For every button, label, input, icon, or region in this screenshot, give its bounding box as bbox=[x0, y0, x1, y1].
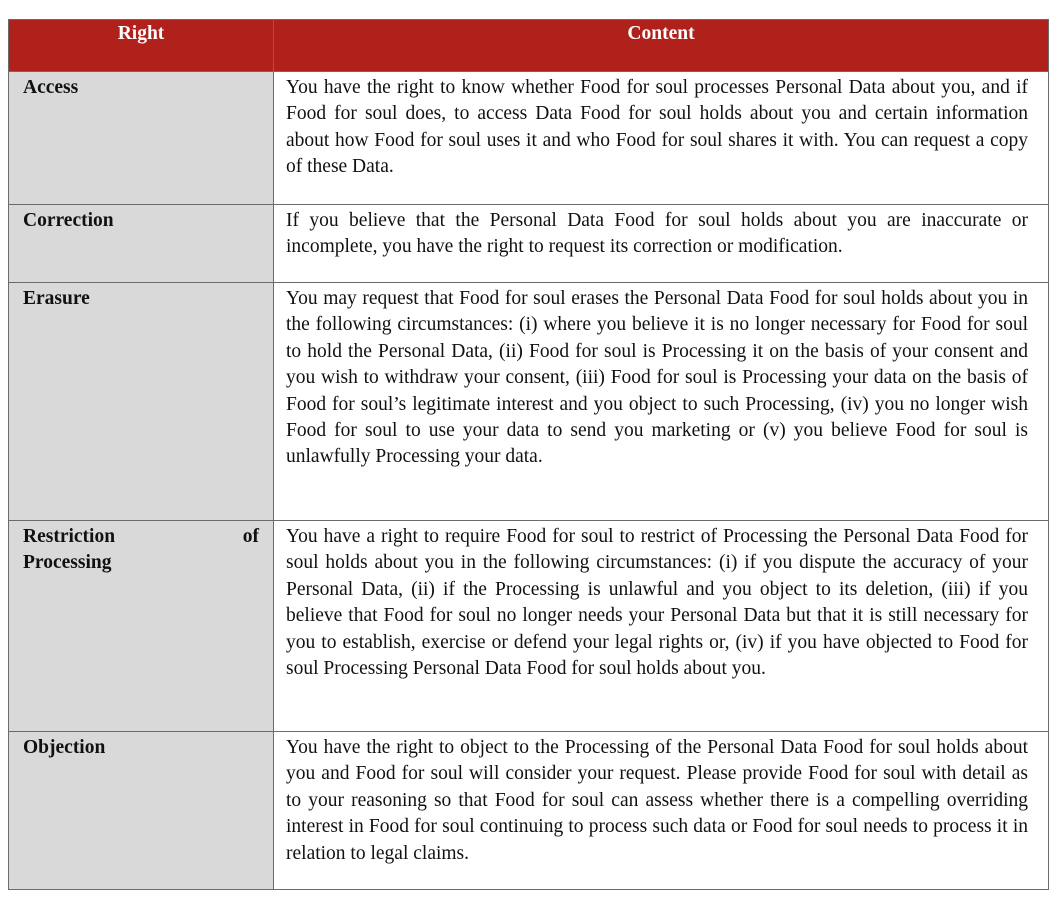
right-cell-access: Access bbox=[9, 72, 274, 205]
table-row bbox=[9, 205, 1049, 283]
right-cell-correction: Correction bbox=[9, 205, 274, 283]
content-cell-access: You have the right to know whether Food for soul processes Personal Data about you, and if Food for soul does, to access Data Food for soul holds about you and certain information about how Food for soul uses it and who Food for soul shares it with. You can request a copy of these Data. bbox=[274, 72, 1049, 205]
table-header-row bbox=[9, 20, 1049, 72]
table-row bbox=[9, 283, 1049, 521]
rights-table bbox=[8, 19, 1049, 890]
right-cell-restriction bbox=[9, 521, 274, 732]
content-cell-erasure: You may request that Food for soul erases the Personal Data Food for soul holds about you in the following circumstances: (i) where you believe it is no longer necessary for Food for soul to hold the Personal Data, (ii) Food for soul is Processing it on the basis of your consent and you wish to withdraw your consent, (iii) Food for soul is Processing your data on the basis of Food for soul’s legitimate interest and you object to such Processing, (iv) you no longer wish Food for soul to use your data to send you marketing or (v) you believe Food for soul is unlawfully Processing your data. bbox=[274, 283, 1049, 521]
table-row bbox=[9, 521, 1049, 732]
content-cell-restriction: You have a right to require Food for soul to restrict of Processing the Personal Data Food for soul holds about you in the following circumstances: (i) if you dispute the accuracy of your Personal Data, (ii) if the Processing is unlawful and you object to its deletion, (iii) if you believe that Food for soul no longer needs your Personal Data but that it is still necessary for you to establish, exercise or defend your legal rights or, (iv) if you have objected to Food for soul Processing Personal Data Food for soul holds about you. bbox=[274, 521, 1049, 732]
content-cell-objection: You have the right to object to the Processing of the Personal Data Food for soul holds about you and Food for soul will consider your request. Please provide Food for soul with detail as to your reasoning so that Food for soul can assess whether there is a compelling overriding interest in Food for soul continuing to process such data or Food for soul needs to process it in relation to legal claims. bbox=[274, 732, 1049, 890]
right-cell-objection: Objection bbox=[9, 732, 274, 890]
content-cell-correction: If you believe that the Personal Data Food for soul holds about you are inaccurate or incomplete, you have the right to request its correction or modification. bbox=[274, 205, 1049, 283]
right-cell-erasure: Erasure bbox=[9, 283, 274, 521]
right-label-line-2: Processing bbox=[23, 552, 112, 574]
table-row bbox=[9, 72, 1049, 205]
header-right: Right bbox=[9, 20, 274, 72]
header-content: Content bbox=[274, 20, 1049, 72]
right-label-line-1: Restriction of bbox=[23, 526, 259, 547]
table-row bbox=[9, 732, 1049, 890]
